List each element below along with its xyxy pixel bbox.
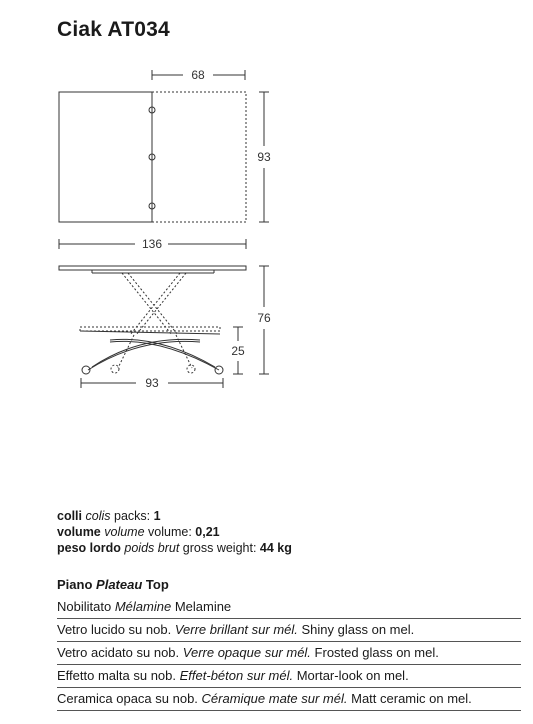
legs-raised-outline-outer [122,273,186,335]
table-row [57,688,521,711]
header-it: Piano [57,577,93,592]
row-it: Vetro lucido su nob. [57,622,172,637]
table-row [57,642,521,665]
packs-value: 1 [153,509,161,523]
side-view [59,266,269,388]
top-finish-table [57,576,521,711]
row-it: Nobilitato [57,599,112,614]
dim-93-base-label: 93 [145,376,159,390]
legs-lowered-inner [88,341,219,370]
table-row [57,665,521,688]
legs-raised-outline [128,273,180,335]
top-view-fixed-panel [59,92,152,222]
side-view-top-lowered [80,327,220,331]
dim-25-label: 25 [231,344,245,358]
volume-label-en: volume: [148,525,192,539]
packing-info [57,508,292,556]
row-fr: Mélamine [114,599,172,614]
row-it: Effetto malta su nob. [57,668,176,683]
volume-label-fr: volume [104,525,145,539]
row-en: Shiny glass on mel. [301,622,415,637]
legs-lowered [92,339,215,367]
table-row [57,596,521,619]
weight-label-fr: poids brut [124,541,180,555]
table-header [57,576,521,596]
table-row [57,619,521,642]
dim-76-label: 76 [257,311,271,325]
dim-93-label: 93 [257,150,271,164]
packs-label-en: packs: [114,509,151,523]
weight-value: 44 kg [259,541,292,555]
legs-raised-lower [118,335,192,368]
packs-label-fr: colis [85,509,111,523]
top-view [59,70,269,249]
row-it: Ceramica opaca su nob. [57,691,198,706]
volume-row [57,524,292,540]
row-en: Frosted glass on mel. [314,645,439,660]
top-view-extension-panel [152,92,246,222]
packs-row [57,508,292,524]
row-en: Matt ceramic on mel. [351,691,472,706]
header-fr: Plateau [96,577,143,592]
product-title: Ciak AT034 [57,18,170,41]
weight-label-it: peso lordo [57,541,121,555]
foot-raised-left [111,365,119,373]
row-fr: Verre opaque sur mél. [182,645,311,660]
row-en: Mortar-look on mel. [296,668,409,683]
volume-value: 0,21 [195,525,220,539]
row-fr: Céramique mate sur mél. [201,691,348,706]
volume-label-it: volume [57,525,101,539]
row-fr: Effet-béton sur mél. [179,668,294,683]
dim-136-label: 136 [141,237,163,251]
weight-row [57,540,292,556]
dim-68-label: 68 [191,68,205,82]
foot-raised-right [187,365,195,373]
header-en: Top [145,577,169,592]
side-view-top-raised [59,266,246,270]
weight-label-en: gross weight: [182,541,257,555]
packs-label-it: colli [57,509,83,523]
row-fr: Verre brillant sur mél. [174,622,298,637]
row-it: Vetro acidato su nob. [57,645,180,660]
row-en: Melamine [174,599,232,614]
